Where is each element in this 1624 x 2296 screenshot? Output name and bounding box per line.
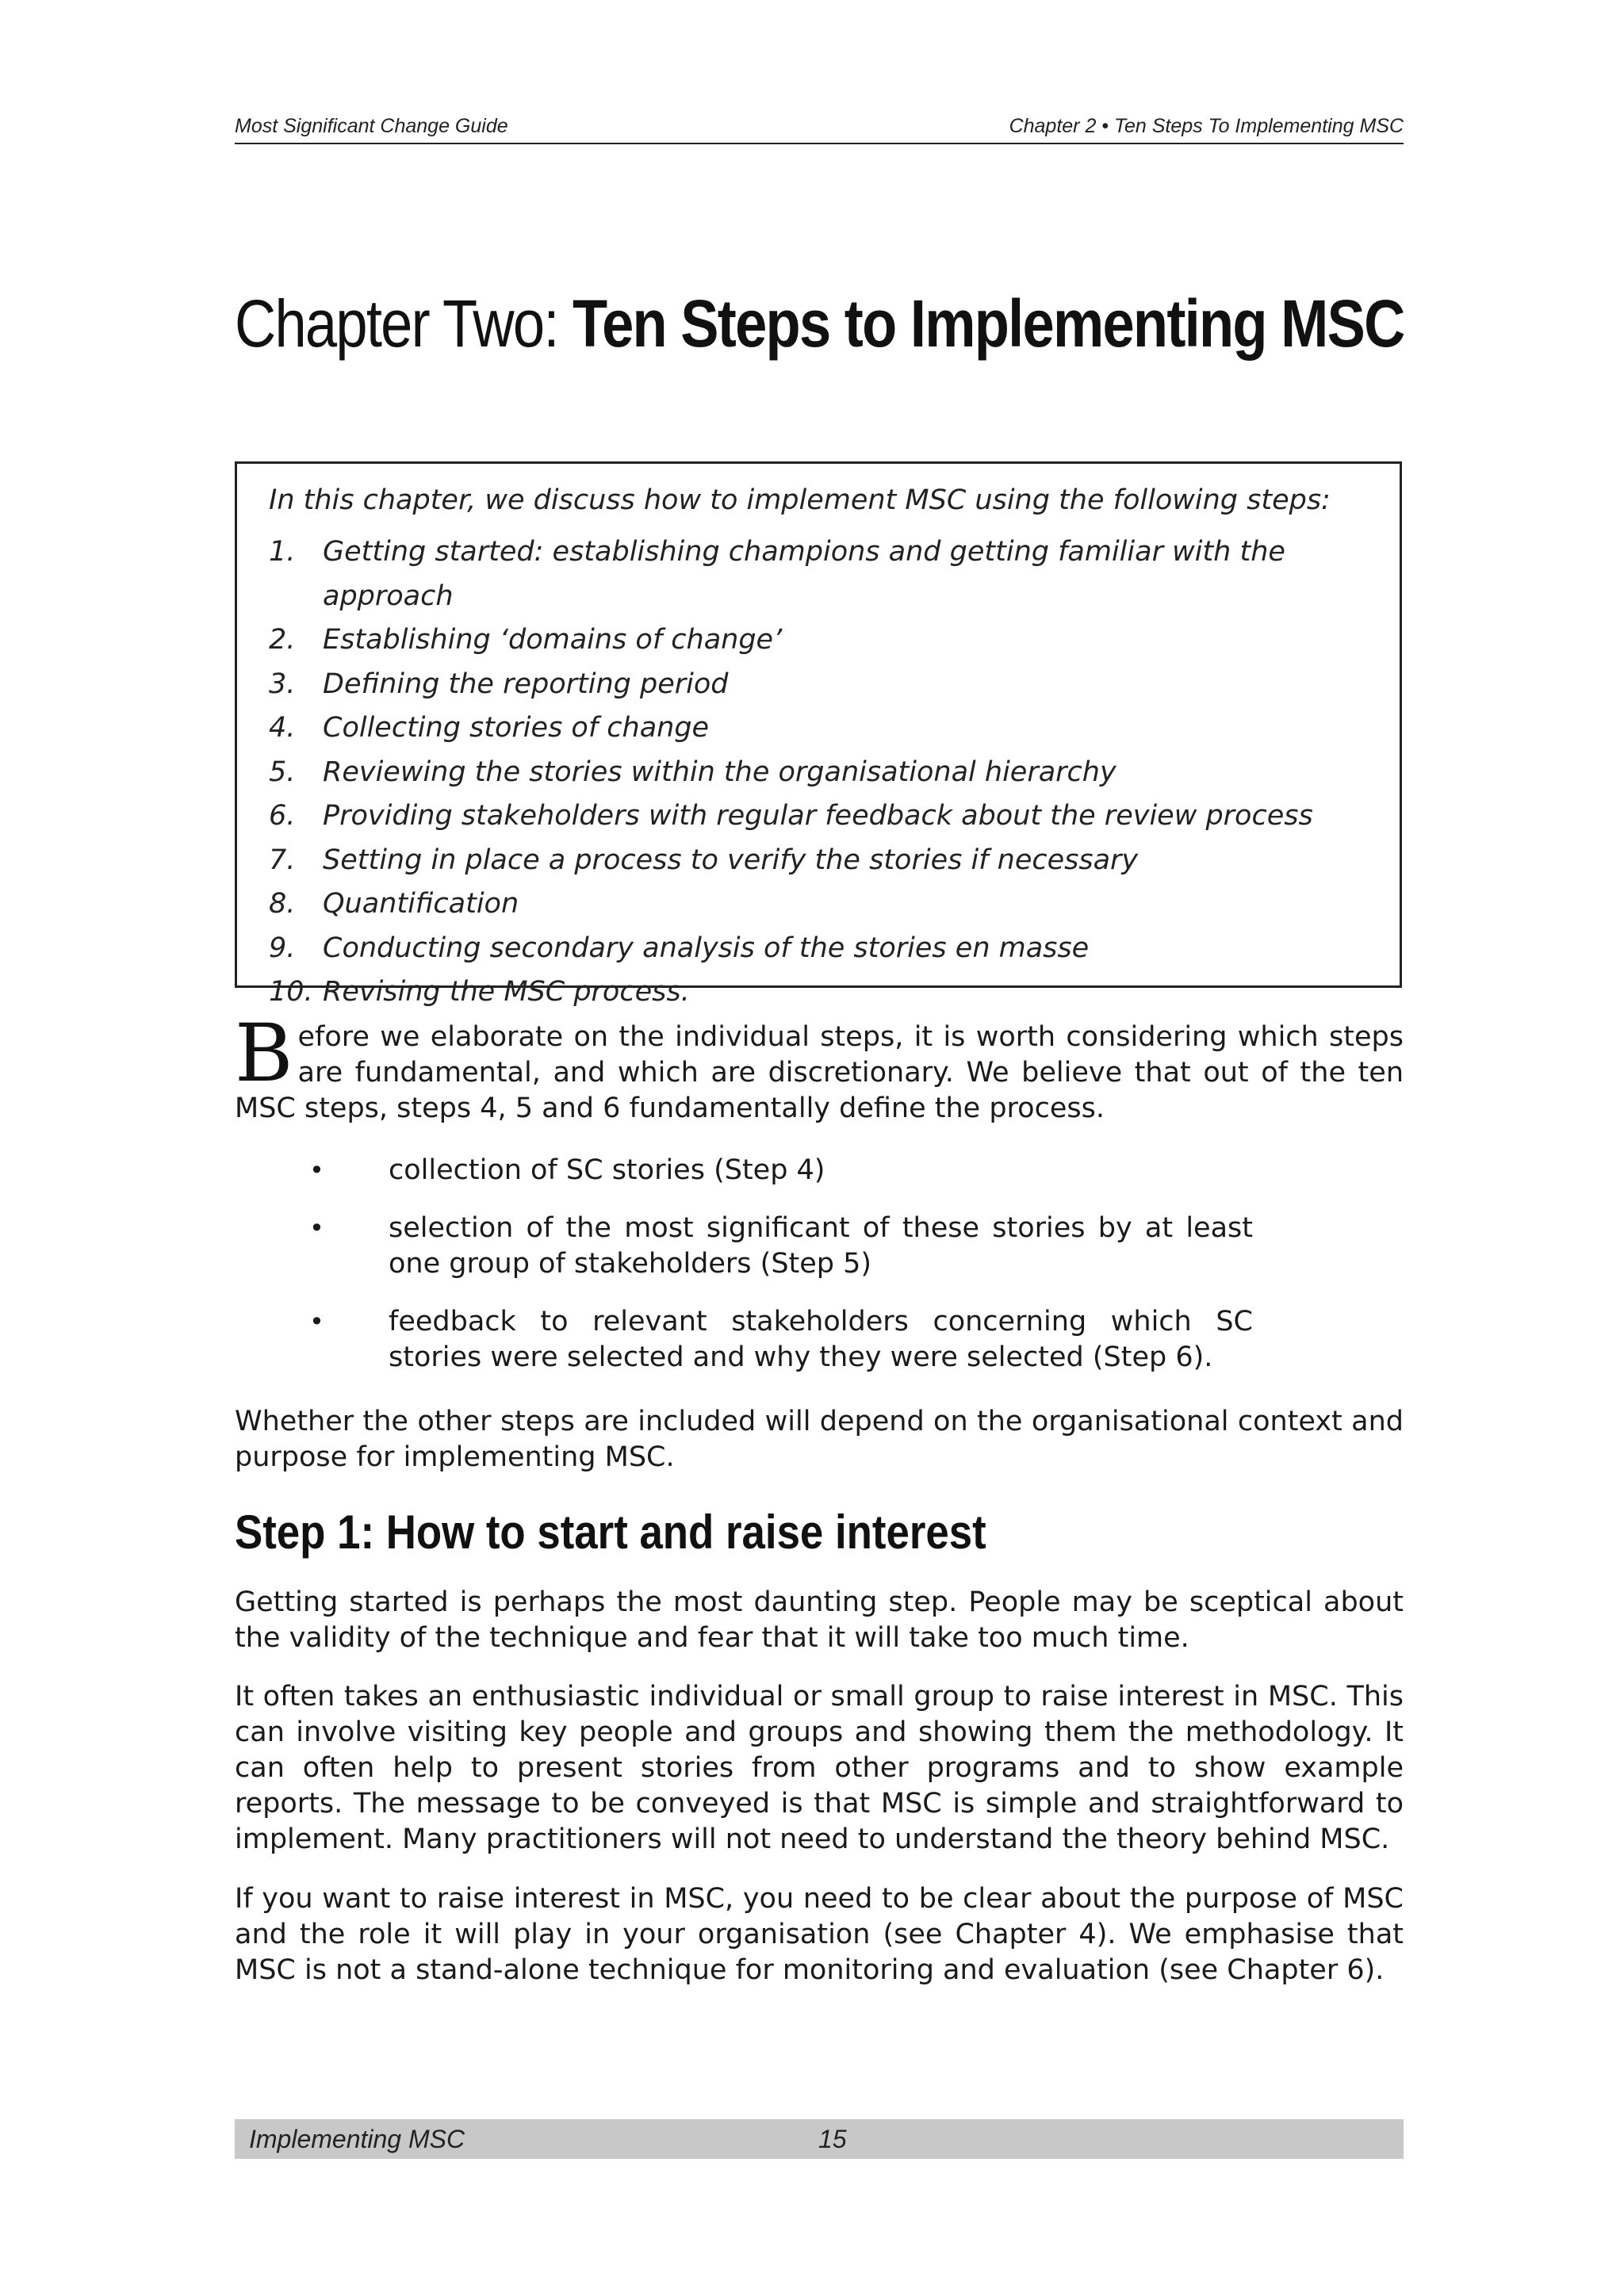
step-text: Quantification: [323, 888, 519, 920]
step-text: Defining the reporting period: [323, 668, 729, 700]
steps-list: [269, 530, 1368, 1015]
step-item: [269, 794, 1368, 839]
step-text: Providing stakeholders with regular feedback about the review process: [323, 800, 1313, 832]
step-number: 6.: [269, 800, 296, 832]
step-item: [269, 970, 1368, 1015]
bullet-icon: •: [309, 1307, 324, 1337]
step-item: [269, 618, 1368, 663]
step-text: Establishing ‘domains of change’: [323, 624, 783, 656]
context-paragraph: Whether the other steps are included will depend on the organisational context and purpose for implementing MSC.: [235, 1406, 1404, 1473]
bullet-icon: •: [309, 1213, 324, 1243]
step-item: [269, 882, 1368, 927]
intro-paragraph-text: efore we elaborate on the individual steps, it is worth considering which steps are fundamental, and which are discretionary. We believe that out of the ten MSC steps, steps 4, 5 and 6 fundamentally define the process.: [235, 1021, 1404, 1124]
running-header: [235, 115, 1404, 144]
step-number: 10.: [269, 976, 313, 1008]
step-1-heading: Step 1: How to start and raise interest: [235, 1506, 986, 1559]
header-guide-title: Most Significant Change Guide: [235, 115, 508, 137]
step-item: [269, 706, 1368, 751]
step-item: [269, 839, 1368, 883]
chapter-title-main: Ten Steps to Implementing MSC: [573, 286, 1404, 361]
chapter-title-prefix: Chapter Two:: [235, 286, 573, 361]
step-item: [269, 751, 1368, 795]
step-1-paragraph-2: It often takes an enthusiastic individual or small group to raise interest in MSC. This can involve visiting key people and groups and showing them the methodology. It can often help to present stories from other programs and to show example reports. The message to be conveyed is that MSC is simple and straightforward to implement. Many practitioners will not need to understand the theory behind MSC.: [235, 1681, 1404, 1855]
list-item: [309, 1211, 1253, 1282]
step-item: [269, 927, 1368, 971]
list-item-text: selection of the most significant of these stories by at least one group of stakeholders (Step 5): [389, 1212, 1253, 1280]
step-number: 2.: [269, 624, 296, 656]
step-1-paragraph-3: If you want to raise interest in MSC, you need to be clear about the purpose of MSC and the role it will play in your organisation (see Chapter 4). We emphasise that MSC is not a stand-alone technique for monitoring and evaluation (see Chapter 6).: [235, 1883, 1404, 1986]
step-1-paragraph-1: Getting started is perhaps the most daunting step. People may be sceptical about the validity of the technique and fear that it will take too much time.: [235, 1586, 1404, 1654]
step-number: 7.: [269, 844, 296, 876]
step-number: 3.: [269, 668, 296, 700]
bullet-icon: •: [309, 1155, 324, 1185]
list-item: [309, 1304, 1253, 1376]
chapter-summary-box: [235, 461, 1402, 1008]
summary-intro: In this chapter, we discuss how to implement MSC using the following steps:: [269, 484, 1331, 516]
step-item: [269, 530, 1368, 618]
step-text: Collecting stories of change: [323, 712, 710, 744]
page-number: 15: [818, 2125, 847, 2153]
step-text: Getting started: establishing champions and getting familiar with the approach: [323, 536, 1285, 612]
step-text: Conducting secondary analysis of the stories en masse: [323, 932, 1090, 964]
step-text: Reviewing the stories within the organisational hierarchy: [323, 756, 1116, 788]
list-item-text: collection of SC stories (Step 4): [389, 1154, 825, 1186]
drop-cap: B: [235, 1007, 293, 1100]
step-item: [269, 663, 1368, 707]
step-number: 5.: [269, 756, 296, 788]
step-number: 1.: [269, 536, 296, 568]
chapter-title: [235, 285, 1404, 362]
step-text: Revising the MSC process.: [323, 976, 690, 1008]
list-item: [309, 1153, 1253, 1188]
list-item-text: feedback to relevant stakeholders concerning which SC stories were selected and why they were selected (Step 6).: [389, 1306, 1253, 1373]
page-footer: [235, 2119, 1404, 2159]
header-chapter-title: Chapter 2 • Ten Steps To Implementing MSC: [1009, 115, 1404, 137]
fundamental-steps-list: [309, 1153, 1253, 1398]
step-number: 4.: [269, 712, 296, 744]
step-number: 8.: [269, 888, 296, 920]
footer-section-title: Implementing MSC: [249, 2125, 465, 2153]
step-text: Setting in place a process to verify the stories if necessary: [323, 844, 1139, 876]
intro-paragraph: [235, 1007, 1404, 1127]
step-number: 9.: [269, 932, 296, 964]
